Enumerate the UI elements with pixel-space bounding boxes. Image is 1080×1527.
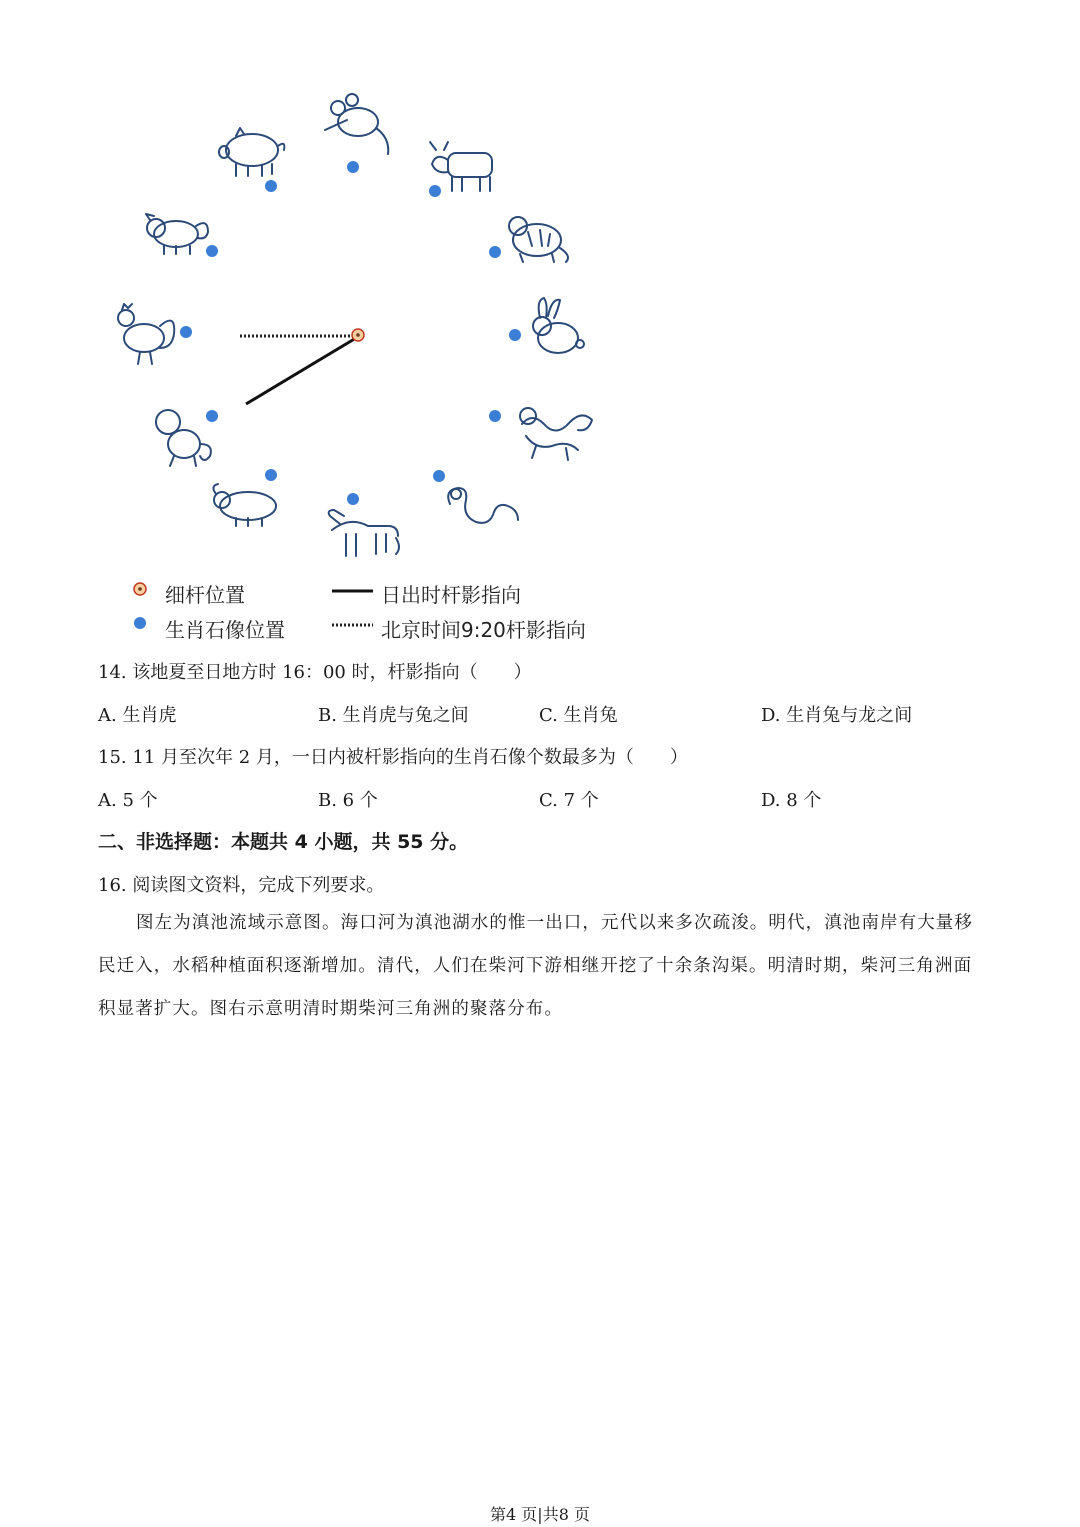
q15-option-d: D. 8 个 xyxy=(761,790,822,811)
statue-dot-goat xyxy=(265,469,277,481)
dragon-icon xyxy=(520,408,592,460)
section-2-heading: 二、非选择题：本题共 4 小题，共 55 分。 xyxy=(98,831,469,853)
statue-dot-ox xyxy=(429,185,441,197)
statue-dot-monkey xyxy=(206,410,218,422)
legend-pole-symbol xyxy=(134,583,146,595)
horse-icon xyxy=(329,510,399,556)
legend-statue-symbol xyxy=(134,617,146,629)
q15-option-c: C. 7 个 xyxy=(539,790,599,811)
statue-dot-pig xyxy=(265,180,277,192)
legend-beijing-label: 北京时间9:20杆影指向 xyxy=(381,618,586,642)
q15-option-a: A. 5 个 xyxy=(98,790,158,811)
statue-dot-rabbit xyxy=(509,329,521,341)
ox-icon xyxy=(430,142,492,191)
q14-option-a: A. 生肖虎 xyxy=(98,705,177,726)
statue-dots xyxy=(180,161,521,505)
question-16-stem: 16. 阅读图文资料，完成下列要求。 xyxy=(98,875,385,896)
sunrise-shadow-line xyxy=(246,338,356,404)
snake-icon xyxy=(448,488,518,523)
question-16-paragraph: 图左为滇池流域示意图。海口河为滇池湖水的惟一出口，元代以来多次疏浚。明代，滇池南岸有大量移民迁入，水稻种植面积逐渐增加。清代，人们在柴河下游相继开挖了十余条沟渠。明清时期，柴河三角洲面积显著扩大。图右示意明清时期柴河三角洲的聚落分布。 xyxy=(98,913,973,1019)
statue-dot-dog xyxy=(206,245,218,257)
rabbit-icon xyxy=(533,298,584,353)
statue-dot-dragon xyxy=(489,410,501,422)
statue-dot-tiger xyxy=(489,246,501,258)
rooster-icon xyxy=(118,304,174,364)
statue-dot-rooster xyxy=(180,326,192,338)
q14-option-c: C. 生肖兔 xyxy=(539,705,618,726)
q14-option-b: B. 生肖虎与兔之间 xyxy=(318,705,469,726)
q15-option-b: B. 6 个 xyxy=(318,790,378,811)
zodiac-shadow-diagram xyxy=(0,0,1080,650)
tiger-icon xyxy=(509,217,568,262)
statue-dot-snake xyxy=(433,470,445,482)
legend-pole-label: 细杆位置 xyxy=(165,583,245,607)
question-14-stem: 14. 该地夏至日地方时 16：00 时，杆影指向（ ） xyxy=(98,662,532,683)
dog-icon xyxy=(146,214,208,254)
goat-icon xyxy=(213,484,276,526)
pig-icon xyxy=(219,128,284,176)
monkey-icon xyxy=(156,410,211,466)
pole-marker xyxy=(352,329,364,341)
page-footer: 第4 页|共8 页 xyxy=(490,1505,590,1524)
statue-dot-horse xyxy=(347,493,359,505)
legend-statue-label: 生肖石像位置 xyxy=(165,618,285,642)
legend-sunrise-label: 日出时杆影指向 xyxy=(381,583,521,607)
statue-dot-rat xyxy=(347,161,359,173)
q14-option-d: D. 生肖兔与龙之间 xyxy=(761,705,913,726)
rat-icon xyxy=(325,94,388,154)
question-15-stem: 15. 11 月至次年 2 月，一日内被杆影指向的生肖石像个数最多为（ ） xyxy=(98,747,688,768)
